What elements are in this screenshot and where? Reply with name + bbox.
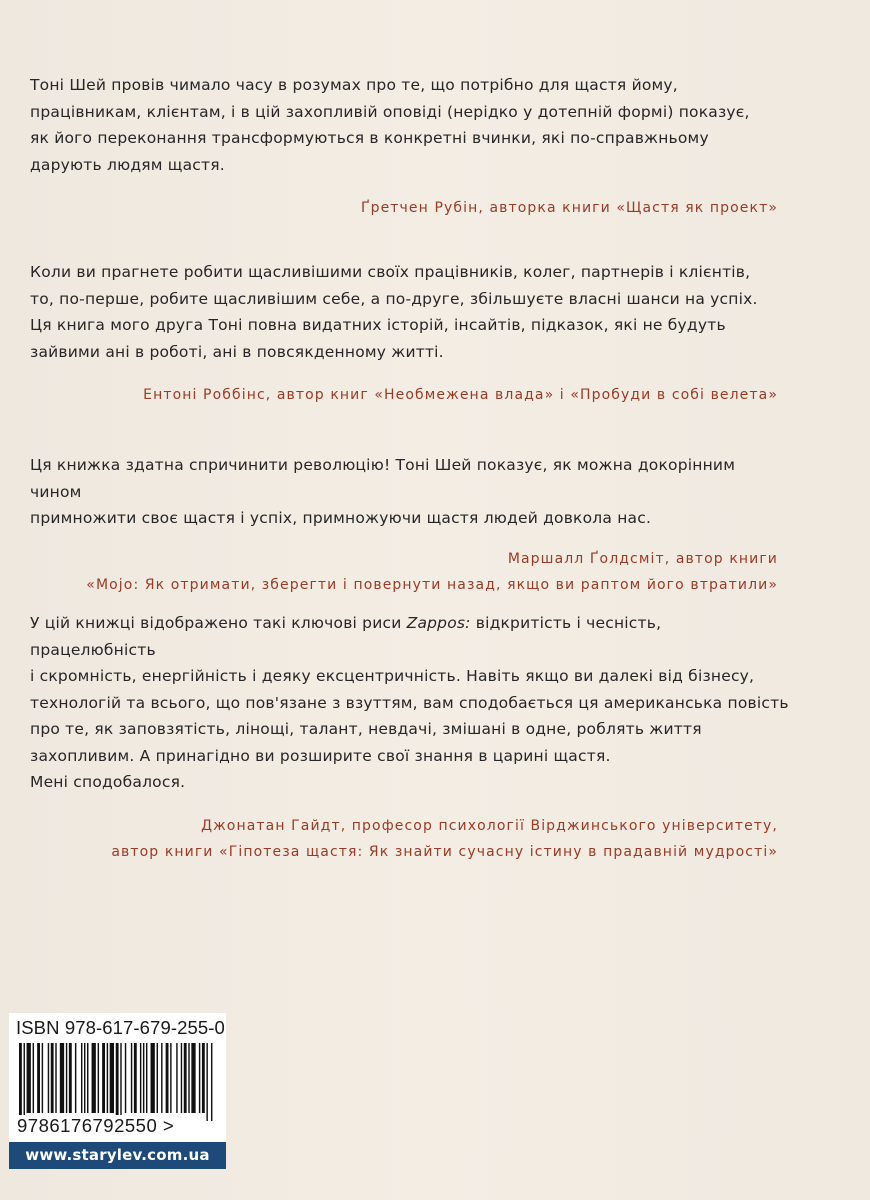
endorsement-1 — [30, 72, 790, 221]
quote-line: технологій та всього, що пов'язане з взуттям, вам сподобається ця американська повість — [30, 693, 789, 712]
quote-line: захопливим. А принагідно ви розширите свої знання в царині щастя. — [30, 746, 611, 765]
barcode-bar — [151, 1043, 155, 1113]
quote-line — [30, 610, 790, 663]
attribution-line: Джонатан Гайдт, професор психології Вірджинського університету, — [201, 817, 778, 834]
barcode-bar — [75, 1043, 76, 1113]
endorsement-quote — [30, 452, 790, 532]
quote-line: Тоні Шей провів чимало часу в розумах про те, що потрібно для щастя йому, — [30, 76, 678, 94]
quote-line: Ця книга мого друга Тоні повна видатних історій, інсайтів, підказок, які не будуть — [30, 316, 726, 334]
endorsement-2 — [30, 259, 790, 408]
endorsement-quote — [30, 610, 790, 796]
endorsement-attribution — [30, 195, 790, 221]
quote-line: і скромність, енергійність і деяку ексцентричність. Навіть якщо ви далекі від бізнесу, — [30, 667, 755, 685]
attribution-line: «Моjo: Як отримати, зберегти і повернути назад, якщо ви раптом його втратили» — [86, 576, 778, 593]
attribution-line: Ґретчен Рубін, авторка книги «Щастя як проект» — [360, 200, 778, 216]
barcode-bar — [102, 1043, 105, 1113]
isbn-barcode-box — [9, 1013, 226, 1164]
isbn-label: ISBN 978-617-679-255-0 — [16, 1017, 225, 1038]
barcode-bar — [81, 1043, 82, 1113]
barcode-bar — [98, 1043, 99, 1113]
quote-line: працівникам, клієнтам, і в цій захопливій оповіді (нерідко у дотепній формі) показує, — [30, 102, 750, 121]
quote-line: Ця книжка здатна спричинити революцію! Тоні Шей показує, як можна докорінним чином — [30, 456, 736, 501]
barcode-bar — [116, 1043, 119, 1121]
barcode-digits: 9786176792550 > — [17, 1115, 175, 1136]
endorsement-3 — [30, 452, 790, 598]
barcode-bar — [19, 1043, 22, 1121]
barcode-bar — [191, 1043, 195, 1113]
attribution-line: Маршалл Ґолдсміт, автор книги — [507, 550, 778, 567]
barcode-bar — [37, 1043, 40, 1113]
barcode-bar — [176, 1043, 177, 1113]
barcode-bar — [84, 1043, 85, 1113]
barcode-bar — [48, 1043, 49, 1113]
barcode-bar — [60, 1043, 64, 1113]
barcode-bar — [143, 1043, 144, 1113]
barcode-bar — [66, 1043, 67, 1113]
barcode-bar — [87, 1043, 88, 1113]
endorsement-attribution — [30, 813, 790, 865]
barcode-icon — [19, 1043, 214, 1121]
barcode-bar — [92, 1043, 96, 1113]
barcode-bar — [134, 1043, 137, 1113]
publisher-website: www.starylev.com.ua — [9, 1142, 226, 1169]
barcode-bar — [199, 1043, 200, 1113]
barcode-bar — [131, 1043, 132, 1113]
company-name: Zappos: — [406, 614, 471, 632]
barcode-bar — [69, 1043, 72, 1113]
endorsement-attribution — [30, 546, 790, 598]
barcode-bar — [51, 1043, 54, 1113]
barcode-bar — [125, 1043, 126, 1113]
barcode-bar — [27, 1043, 31, 1113]
barcode-bar — [161, 1043, 162, 1113]
endorsement-quote — [30, 72, 790, 178]
barcode-bar — [170, 1043, 171, 1113]
barcode-bar — [33, 1043, 34, 1113]
quote-line: Коли ви прагнете робити щасливішими своїх працівників, колег, партнерів і клієнтів, — [30, 263, 751, 281]
barcode-bar — [140, 1043, 141, 1113]
quote-line: Мені сподобалося. — [30, 773, 186, 791]
barcode-bar — [166, 1043, 169, 1113]
barcode-bar — [24, 1043, 25, 1121]
barcode-bar — [184, 1043, 187, 1113]
barcode-bar — [202, 1043, 205, 1113]
attribution-line: Ентоні Роббінс, автор книг «Необмежена влада» і «Пробуди в собі велета» — [143, 387, 778, 403]
barcode-bar — [107, 1043, 108, 1113]
barcode-bar — [55, 1043, 56, 1113]
barcode-bar — [188, 1043, 189, 1113]
quote-line: зайвими ані в роботі, ані в повсякденному житті. — [30, 342, 444, 361]
quote-text: відкритість і чесність, працелюбність — [30, 614, 662, 659]
barcode-bar — [206, 1043, 207, 1121]
barcode-bar — [157, 1043, 158, 1113]
quote-text: У цій книжці відображено такі ключові риси — [30, 614, 407, 632]
barcode-bar — [110, 1043, 114, 1113]
endorsement-quote — [30, 259, 790, 365]
barcode-bar — [211, 1043, 212, 1121]
quote-line: то, по-перше, робите щасливішим себе, а по-друге, збільшуєте власні шанси на успіх. — [30, 289, 758, 308]
attribution-line: автор книги «Гіпотеза щастя: Як знайти сучасну істину в прадавній мудрості» — [111, 843, 778, 860]
barcode-bar — [42, 1043, 43, 1113]
barcode-bar — [181, 1043, 182, 1113]
quote-line: примножити своє щастя і успіх, примножуючи щастя людей довкола нас. — [30, 509, 652, 527]
barcode-bar — [120, 1043, 121, 1121]
quote-line: дарують людям щастя. — [30, 155, 225, 174]
endorsement-4 — [30, 610, 790, 865]
quote-line: про те, як заповзятість, лінощі, талант, невдачі, змішані в одне, роблять життя — [30, 720, 702, 738]
endorsement-attribution — [30, 382, 790, 408]
quote-line: як його переконання трансформуються в конкретні вчинки, які по-справжньому — [30, 129, 709, 147]
barcode-bar — [146, 1043, 147, 1113]
